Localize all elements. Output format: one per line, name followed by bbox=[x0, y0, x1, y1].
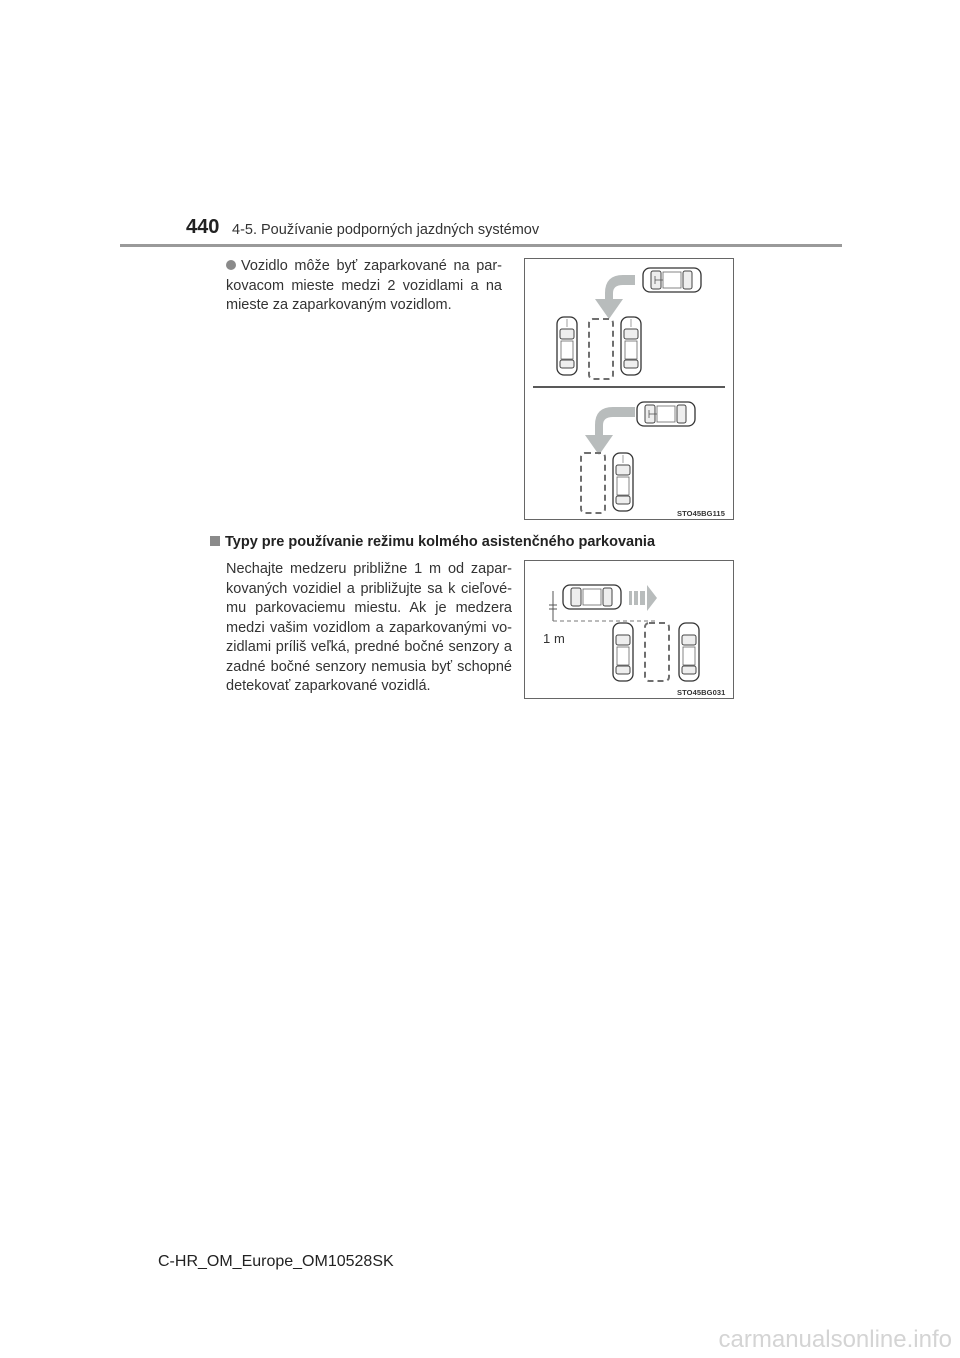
bullet-item bbox=[226, 257, 502, 316]
heading-marker-icon bbox=[210, 536, 220, 546]
document-id: C-HR_OM_Europe_OM10528SK bbox=[158, 1253, 394, 1270]
figure-code: STO45BG031 bbox=[677, 688, 726, 697]
header-rule bbox=[120, 244, 842, 247]
parked-car-left bbox=[613, 623, 633, 681]
motion-arrow bbox=[629, 585, 657, 611]
moving-car-bottom bbox=[637, 402, 695, 426]
parked-car-right bbox=[679, 623, 699, 681]
section-title: 4-5. Používanie podporných jazdných systémov bbox=[232, 222, 540, 238]
moving-car bbox=[563, 585, 621, 609]
figure-code: STO45BG115 bbox=[677, 509, 725, 518]
bullet-icon bbox=[226, 260, 236, 270]
figure-parking-scenarios bbox=[524, 258, 734, 520]
arrow-bottom bbox=[585, 407, 635, 455]
section-paragraph: Nechajte medzeru približne 1 m od zapar-kovaných vozidiel a približujte sa k cieľové-mu parkovaciemu miestu. Ak je medzera medzi vašim vozidlom a zaparkovanými vo-zidlami príliš veľká, predné bočné senzory a zadné bočné senzory nemusia byť schopné detekovať zaparkované vozidlá. bbox=[226, 561, 512, 694]
distance-label: 1 m bbox=[543, 631, 565, 646]
parked-car-left bbox=[557, 317, 577, 375]
section-heading bbox=[210, 534, 655, 550]
page-number: 440 bbox=[186, 216, 220, 238]
section-heading-text: Typy pre používanie režimu kolmého asistenčného parkovania bbox=[225, 534, 656, 550]
target-space bbox=[645, 623, 669, 681]
figure-approach-distance-illustration bbox=[525, 561, 733, 698]
parked-car-bottom bbox=[613, 453, 633, 511]
parked-car-right bbox=[621, 317, 641, 375]
target-space-top bbox=[589, 319, 613, 379]
arrow-top bbox=[595, 275, 635, 319]
figure-parking-scenarios-illustration bbox=[525, 259, 733, 519]
moving-car-top bbox=[643, 268, 701, 292]
target-space-bottom bbox=[581, 453, 605, 513]
watermark: carmanualsonline.info bbox=[718, 1326, 952, 1353]
bullet-text: Vozidlo môže byť zaparkované na par-kovacom mieste medzi 2 vozidlami a na mieste za zaparkovaným vozidlom. bbox=[226, 258, 502, 313]
figure-approach-distance bbox=[524, 560, 734, 699]
